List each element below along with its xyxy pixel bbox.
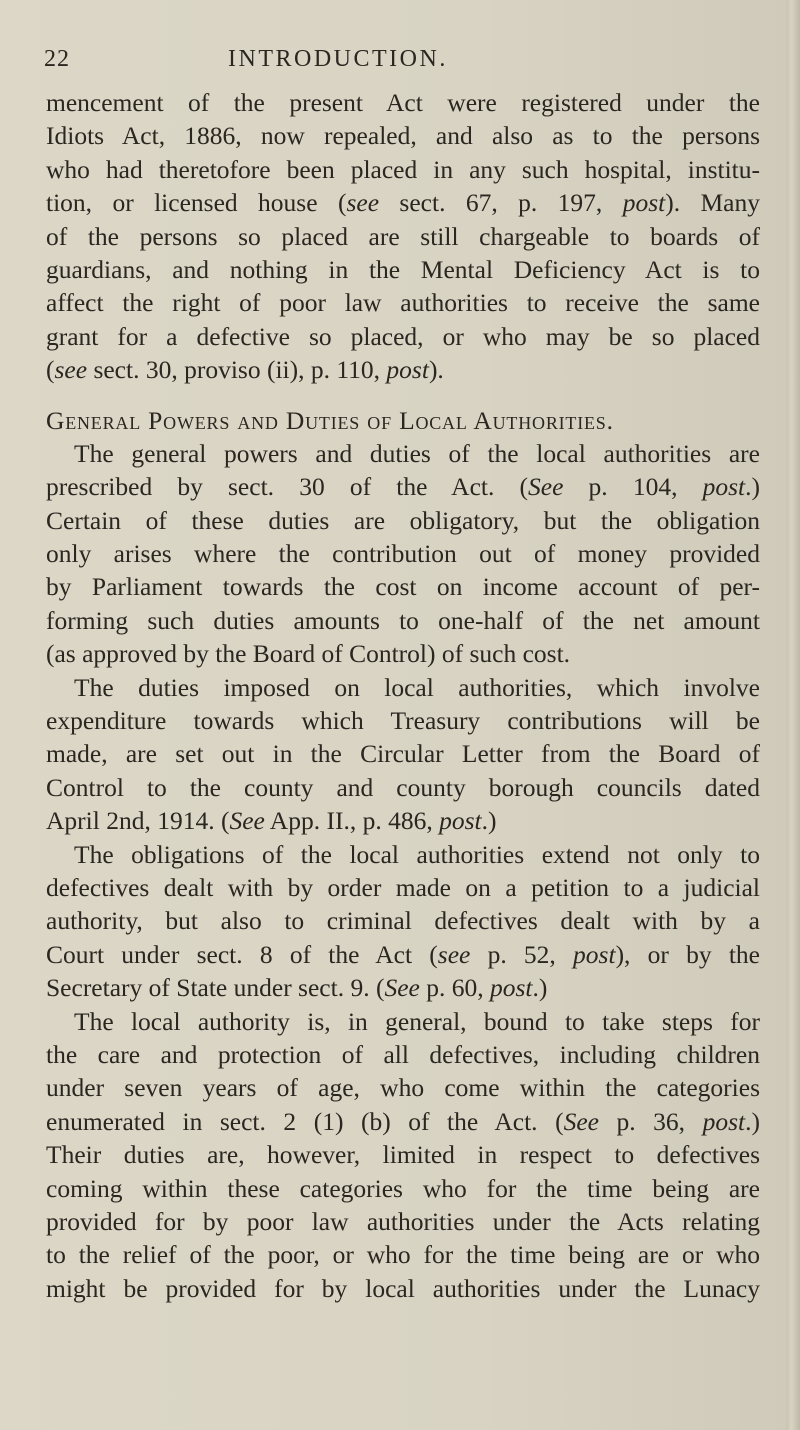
text-line: to the relief of the poor, or who for the time being are or who [46,1240,760,1270]
section-heading [46,404,760,437]
text-line: grant for a defective so placed, or who may be so placed [46,321,760,351]
text-line: made, are set out in the Circular Letter from the Board of [46,739,760,769]
text-line: Certain of these duties are obligatory, but the obligation [46,505,760,535]
text-line: affect the right of poor law authorities to receive the same [46,288,760,318]
text-line: might be provided for by local authorities under the Lunacy [46,1273,760,1303]
text-line: The obligations of the local authorities extend not only to [74,839,760,869]
text-line: expenditure towards which Treasury contributions will be [46,706,760,736]
text-line: The general powers and duties of the local authorities are [74,438,760,468]
text-line: authority, but also to criminal defectives dealt with by a [46,906,760,936]
paragraph-2 [46,437,760,671]
text-line: provided for by poor law authorities under the Acts relating [46,1206,760,1236]
text-line: only arises where the contribution out of money provided [46,539,760,569]
paragraph-1 [46,86,760,387]
text-line: Control to the county and county borough councils dated [46,772,760,802]
page-number: 22 [44,46,70,72]
paragraph-3 [46,671,760,838]
text-line: guardians, and nothing in the Mental Deficiency Act is to [46,254,760,284]
text-line: The local authority is, in general, bound to take steps for [74,1006,760,1036]
text-line: prescribed by sect. 30 of the Act. (See p. 104, post.) [46,472,760,502]
page-edge [786,0,800,1430]
text-line: who had theretofore been placed in any such hospital, institu- [46,154,760,184]
paragraph-4 [46,838,760,1005]
text-line: defectives dealt with by order made on a petition to a judicial [46,872,760,902]
text-line: Secretary of State under sect. 9. (See p. 60, post.) [46,973,548,1003]
text-line: Idiots Act, 1886, now repealed, and also as to the persons [46,121,760,151]
running-title: INTRODUCTION. [228,46,448,72]
text-line: enumerated in sect. 2 (1) (b) of the Act. (See p. 36, post.) [46,1106,760,1136]
text-line: forming such duties amounts to one-half of the net amount [46,605,760,635]
text-line: by Parliament towards the cost on income account of per- [46,572,760,602]
text-line: the care and protection of all defectives, including children [46,1039,760,1069]
text-line: The duties imposed on local authorities, which involve [74,672,760,702]
section-heading-text: General Powers and Duties of Local Authorities. [46,405,614,435]
text-line: of the persons so placed are still chargeable to boards of [46,221,760,251]
text-line: Their duties are, however, limited in respect to defectives [46,1140,760,1170]
text-line: coming within these categories who for the time being are [46,1173,760,1203]
paragraph-5 [46,1005,760,1306]
text-line: tion, or licensed house (see sect. 67, p. 197, post). Many [46,188,760,218]
text-line: under seven years of age, who come within the categories [46,1073,760,1103]
text-line: mencement of the present Act were registered under the [46,88,760,117]
text-line: April 2nd, 1914. (See App. II., p. 486, post.) [46,806,497,836]
text-line: (as approved by the Board of Control) of such cost. [46,639,571,669]
text-line: Court under sect. 8 of the Act (see p. 52, post), or by the [46,939,760,969]
body-text [46,86,760,1305]
page-header [44,46,744,86]
text-line: (see sect. 30, proviso (ii), p. 110, post). [46,355,444,385]
